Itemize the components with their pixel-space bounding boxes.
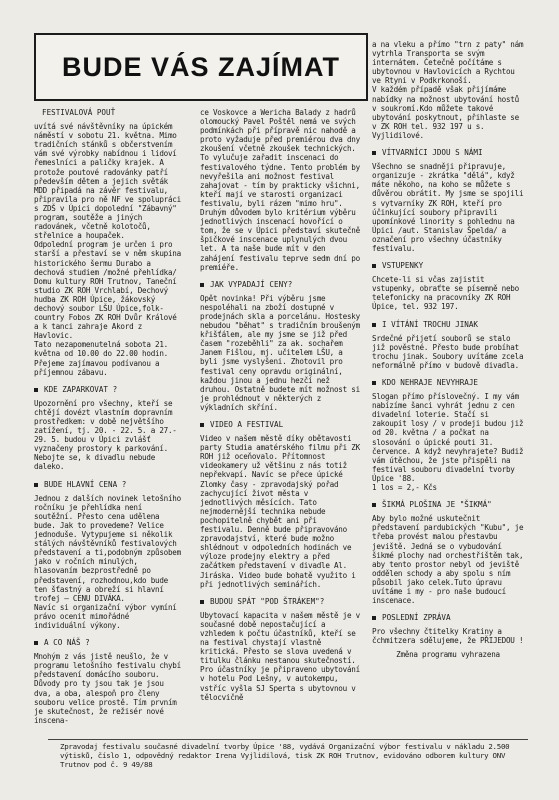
article-festivalova-pout <box>34 108 184 377</box>
article-title: KDE ZAPARKOVAT ? <box>44 384 118 394</box>
article-body: Aby bylo možné uskutečnit představení pardubických "Kubu", je třeba provést malou přestavbu jeviště. Jedná se o vybudování šikmé plochy nad orchestřištěm tak, aby tento prostor nebyl od jeviště oddělen schody a aby spolu s ním působil jako celek.Tuto úpravu uvítáme i my - pro naše budoucí inscenace. <box>372 514 524 606</box>
article-body: Srdečné přijetí souborů se stalo již pověstné. Přesto bude probíhat trochu jinak. Soubory uvítáme zcela neformálně přímo v budově divadla. <box>372 333 524 370</box>
article-body: Ubytovací kapacita v našem městě je v současné době nepostačující a vzhledem k počtu účastníků, kteří se na festival chystají vlastně kritická. Přesto se slova uvedená v titulku článku nestanou skutečností. Pro účastníky je připraveno ubytování v hotelu Pod Lešny, v autokempu, vstříc vyšla SJ Sperta s ubytovnou v tělocvičně <box>200 610 360 702</box>
article-posledni-zprava <box>372 613 524 645</box>
masthead-title: BUDE VÁS ZAJÍMAT <box>61 51 340 82</box>
masthead <box>34 33 368 101</box>
bullet-icon <box>34 483 38 487</box>
article-video-a-festival <box>200 420 360 589</box>
article-vstupenky <box>372 261 524 311</box>
article-jak-vypadaji-ceny <box>200 280 360 412</box>
article-body: uvítá své návštěvníky na úpickém náměstí v sobotu 21. května. Mimo tradičních stánků s občerstvením vám své výrobky nabídnou i lidoví řemeslníci a paličky krajek. A protože poutové radovánky patří především dětem a jejich světák MDD připadá na závěr festivalu, připravila pro ně NF ve spolupráci s ZDŠ v Úpici dopolední "Zábavný" program, soutěže a jiných radovánek, včetně kolotočů, střelnice a houpaček. Odpolední program je určen i pro starší a přestaví se v něm skupina historického šermu Durabo a dechová studiem /možné přehlídka/ Domu kultury ROH Trutnov, Taneční studio ZK ROH Vrchlabí, Dechový hudba ZK ROH Úpice, žákovský dechový soubor LŠU Úpice,folk-country Fobos ZK ROH Dvůr Králové a k tanci zahraje Akord z Havlovic. Tato nezapomenutelná sobota 21. května od 10.00 do 22.00 hodin. Přejeme zajímavou podívanou a příjemnou zábavu. <box>34 122 181 377</box>
article-body: Jednou z dalších novinek letošního ročníku je přehlídka není soutěžní. Přesto cena udělena bude. Jak to provedeme? Velice jednoduše. Vytypujeme si několik stálých návštěvníků festivalových představení a ti,podobným způsobem jako v ročních minulých, hlasovaním bezprostředně po představení, rozhodnou,kdo bude ten šťastný a obreží si hlavní trofej – CENU DIVÁKA. Navíc si organizační výbor vymíní právo ocenit mimořádné individuální výkony. <box>34 493 181 630</box>
article-continuation <box>372 40 524 140</box>
bullet-icon <box>372 151 376 155</box>
article-kde-zaparkovat <box>34 385 184 472</box>
article-title: VIDEO A FESTIVAL <box>210 420 284 429</box>
article-body: Změna programu vyhrazena <box>396 650 500 660</box>
left-column <box>34 108 184 730</box>
program-change-note <box>372 650 524 659</box>
article-title: VSTUPENKY <box>382 261 424 271</box>
article-body: Slogan přímo příslovečný. I my vám nabízíme šanci vyhrát jednu z cen divadelní loterie. Stačí si zakoupit losy / v prodeji budou již od 20. května / a počkat na slosování o úpické pouti 31. července. A když nevyhrajete? Budiž vám útěchou, že jste přispěli na festival souboru divadelní tvorby Úpice '88. 1 los = 2,- Kčs <box>372 392 524 493</box>
article-hlavni-cena <box>34 480 184 631</box>
bullet-icon <box>372 503 376 507</box>
bullet-icon <box>372 616 376 620</box>
article-body: Video v našem městě díky obětavosti party Studia amatérského filmu při ZK ROH již oceňovalo. Přítomnost videokamery už většinu z nás totiž nepřekvapí. Navíc se přece úpické Zlomky časy - zpravodajský pořad zachycující život města v jednotlivých měsících. Tato nejmodernější technika nebude pochopitelně chybět ani při festivalu. Denně bude připravováno zpravodajství, které bude možno shlédnout v odpoledních hodinách ve výloze prodejny elektry a před začátkem představení v divadle Al. Jiráska. Video bude bohatě využito i při jednotlivých seminářích. <box>200 434 360 589</box>
bullet-icon <box>372 264 376 268</box>
article-title: ŠIKMÁ PLOŠINA JE "ŠIKMÁ" <box>382 500 492 510</box>
article-a-co-nas <box>34 638 184 725</box>
right-column <box>372 40 524 665</box>
article-body: Upozornění pro všechny, kteří se chtějí dovézt vlastním dopravním prostředkem: v době největšího zatížení, tj. 20. - 22. 5. a 27.- 29. 5. budou v Úpici zvlášť vyznačeny prostory k parkování. Nebojte se, k divadlu nebude daleko. <box>34 398 177 472</box>
article-body: ce Voskovce a Wericha Balady z hadrů olomoucký Pavel Poštěl nemá ve svých podmínkách při přípravě nic nahodě a proto vyžaduje před premiérou dva dny zkoušení včetně zkoušek technických. To vylučuje zařadit inscenaci do festivalového týdne. Tento problém by nevyřešila ani možnost festival zahajovat - tím by prakticky všichni, kteří mají ve starosti organizaci festivalu, byli rázem "mimo hru". Druhým důvodem bylo kritérium výběru jednotlivých inscenací hovořící o tom, že se v Úpici představí skutečně špičkové inscenace uplynulých dvou let. A ta naše bude mít v den zahájení festivalu teprve sedm dní po premiéře. <box>200 108 360 272</box>
article-vytvarnici <box>372 148 524 253</box>
article-body: a na vleku a přímo "trn z paty" nám vytrhla Transporta se svým internátem. Četečně počítáme s ubytovnou v Havlovicích a Rychtou ve Rtyni v Podkrkonoší. V každém případě však přijímáme nabídky na možnost ubytování hostů v soukromí.Kdo můžete takové ubytování poskytnout, přihlaste se v ZK ROH tel. 932 197 u s. Vyjlidilové. <box>372 40 524 140</box>
article-budou-spat <box>200 597 360 702</box>
bullet-icon <box>372 381 376 385</box>
article-continuation <box>200 108 360 272</box>
article-title: FESTIVALOVÁ POUŤ <box>42 108 116 117</box>
article-title: BUDE HLAVNÍ CENA ? <box>44 479 127 489</box>
article-body: Opět novinka! Při výběru jsme nespoléhali na zboží dostupné v prodejnách skla a porcelánu. Hostesky nebudou "běhat" s tradičním broušeným křišťálem, ale my jsme se již před časem "rozeběhli" za ak. sochařem Janem Fišlou, mj. učitelem LŠU, a byli jsme vyslyšeni. Zhotovil pro festival ceny opravdu originální, každou jinou a jednu hezčí než druhou. Ostatně budete mít možnost si je prohlédnout v některých z výkladních skříní. <box>200 293 360 412</box>
bullet-icon <box>200 283 204 287</box>
bullet-icon <box>372 323 376 327</box>
bullet-icon <box>34 641 38 645</box>
article-title: I VÍTÁNÍ TROCHU JINAK <box>382 319 479 329</box>
article-body: Všechno se snadněji připravuje, organizuje - zkrátka "dělá", když máte někoho, na koho se můžete s důvěrou obrátit. My jsme se spojili s vytvarníky ZK ROH, kteří pro účinkující soubory připravili upomínkové linority s pohlednu na Úpici /aut. Stanislav Špelda/ a označení pro všechny účastníky festivalu. <box>372 162 524 253</box>
article-title: A CO NÁŠ ? <box>44 638 90 648</box>
article-title: POSLEDNÍ ZPRÁVA <box>382 613 451 623</box>
article-vitani <box>372 320 524 370</box>
middle-column <box>200 108 360 707</box>
article-title: JAK VYPADAJÍ CENY? <box>210 279 293 289</box>
colophon: Zpravodaj festivalu současné divadelní tvorby Úpice '88, vydává Organizační výbor festivalu v nákladu 2.500 výtisků, číslo 1, odpovědný redaktor Irena Vyjlidilová, tisk ZK ROH Trutnov, evidováno odborem kultury ONV Trutnov pod č. 9 49/88 <box>60 742 510 769</box>
footer-divider <box>48 739 528 740</box>
article-body: Mnohým z vás jistě neušlo, že v programu letošního festivalu chybí představení domácího souboru. Důvody pro ty jsou tak je jsou dva, a oba, alespoň pro členy souboru velice prostě. Tím prvním je skutečnost, že režisér nové inscena- <box>34 652 181 725</box>
article-sikma-plosina <box>372 500 524 605</box>
article-body: Chcete-li si včas zajistit vstupenky, obraťte se písemně nebo telefonicky na pracovníky ZK ROH Úpice, tel. 932 197. <box>372 275 519 312</box>
article-body: Pro všechny čtitelky Kratiny a čchmitzera sdělujeme, že PŘIJEDOU ! <box>372 627 524 646</box>
bullet-icon <box>200 600 204 604</box>
bullet-icon <box>200 423 204 427</box>
article-kdo-nehraje <box>372 378 524 492</box>
bullet-icon <box>34 388 38 392</box>
article-title: VÍTVARNÍCI JDOU S NÁMI <box>382 148 483 158</box>
article-title: KDO NEHRAJE NEVYHRAJE <box>382 378 479 387</box>
article-title: BUDOU SPÁT "POD ŠTRÁKEM"? <box>210 596 325 606</box>
